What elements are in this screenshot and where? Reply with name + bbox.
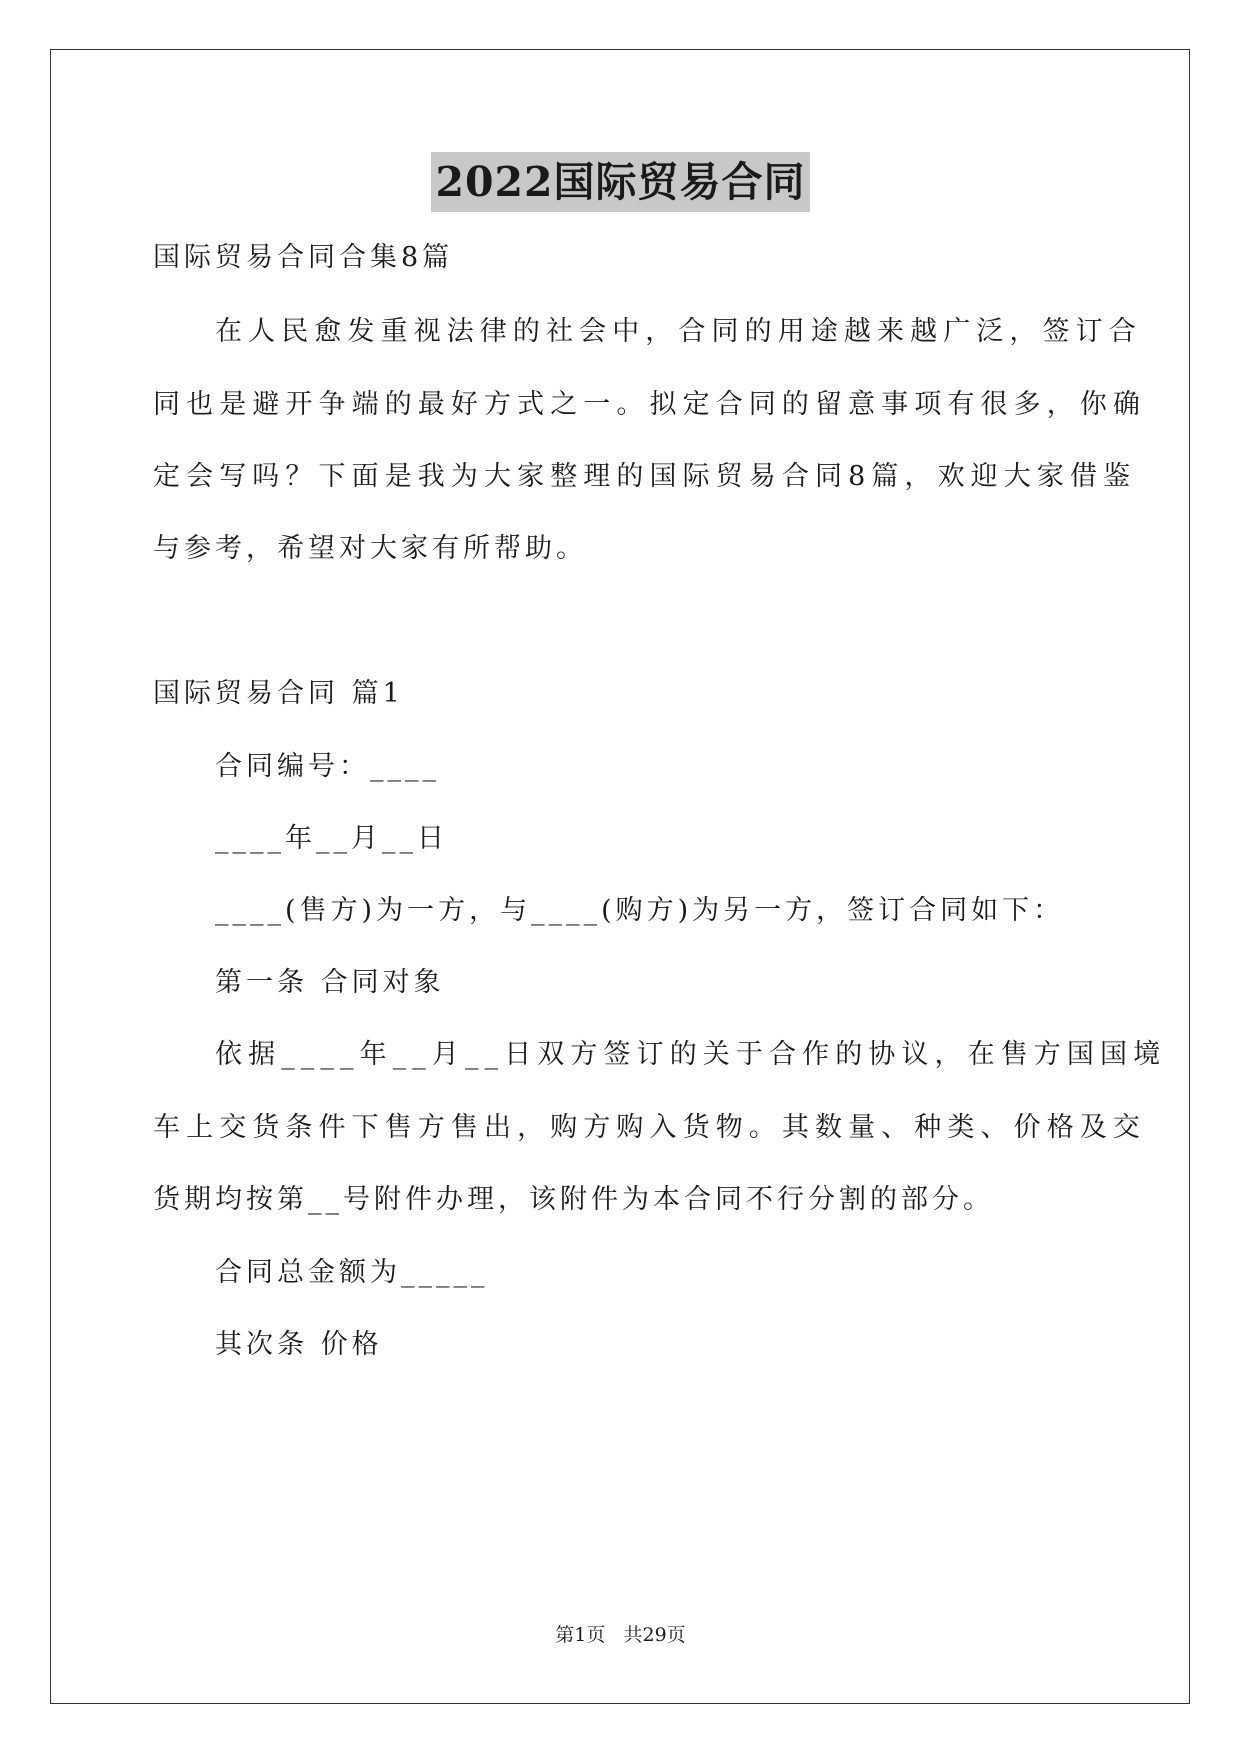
document-subtitle: 国际贸易合同合集8篇 [153,242,454,273]
document-title [0,152,1241,212]
article-1-title: 第一条 合同对象 [215,967,445,998]
intro-line-2: 同也是避开争端的最好方式之一。拟定合同的留意事项有很多，你确 [153,389,1146,420]
article-1-line-2: 车上交货条件下售方售出，购方购入货物。其数量、种类、价格及交 [153,1112,1146,1143]
document-title-text: 2022国际贸易合同 [431,152,809,212]
article-1-line-1: 依据____年__月__日双方签订的关于合作的协议，在售方国国境 [215,1039,1167,1070]
contract-parties: ____(售方)为一方，与____(购方)为另一方，签订合同如下： [215,895,1065,926]
page-footer: 第1页 共29页 [555,1624,686,1646]
article-1-line-3: 货期均按第__号附件办理，该附件为本合同不行分割的部分。 [153,1184,994,1215]
intro-line-3: 定会写吗？下面是我为大家整理的国际贸易合同8篇，欢迎大家借鉴 [153,461,1137,492]
total-amount: 合同总金额为_____ [215,1257,489,1288]
contract-date: ____年__月__日 [215,823,448,854]
section-heading: 国际贸易合同 篇1 [153,678,404,709]
contract-number: 合同编号：____ [215,751,440,782]
intro-line-1: 在人民愈发重视法律的社会中，合同的用途越来越广泛，签订合 [215,316,1142,347]
page-border [50,49,1190,1704]
article-2-title: 其次条 价格 [215,1329,383,1360]
intro-line-4: 与参考，希望对大家有所帮助。 [153,533,587,564]
